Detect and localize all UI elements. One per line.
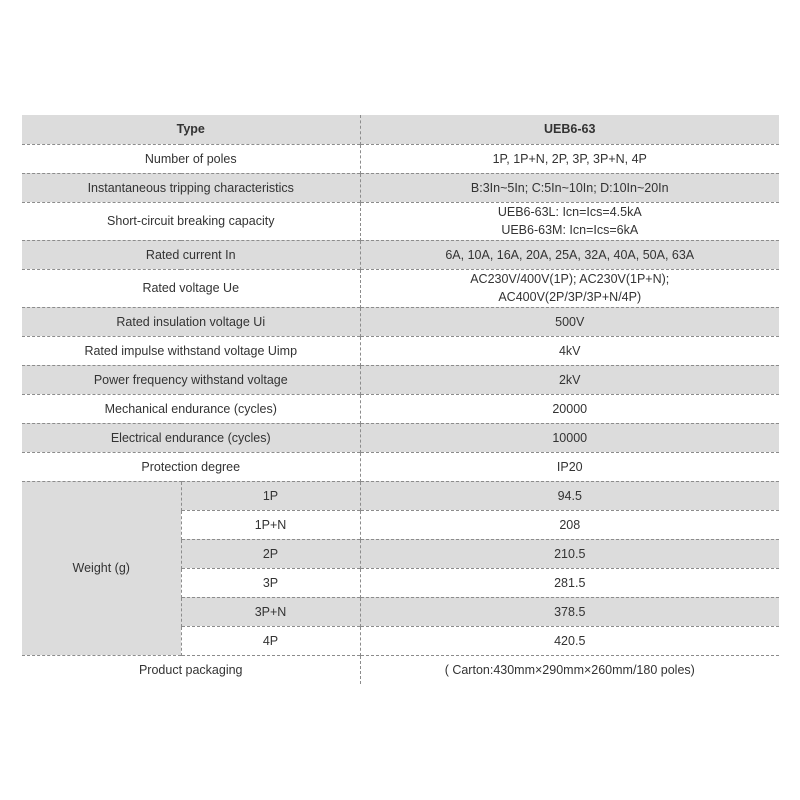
row-label: Short-circuit breaking capacity — [22, 202, 360, 240]
row-label: Power frequency withstand voltage — [22, 365, 360, 394]
weight-pole: 4P — [181, 626, 360, 655]
weight-label: Weight (g) — [22, 481, 181, 655]
weight-value: 208 — [360, 510, 779, 539]
table-row — [22, 307, 779, 336]
row-value: 500V — [360, 307, 779, 336]
spec-table — [22, 115, 779, 684]
row-value-line: AC400V(2P/3P/3P+N/4P) — [498, 290, 642, 304]
header-row — [22, 115, 779, 144]
row-label: Instantaneous tripping characteristics — [22, 173, 360, 202]
packaging-label: Product packaging — [22, 655, 360, 684]
weight-value: 281.5 — [360, 568, 779, 597]
table-row — [22, 423, 779, 452]
row-label: Rated impulse withstand voltage Uimp — [22, 336, 360, 365]
weight-row — [22, 481, 779, 510]
row-value-line: UEB6-63M: Icn=Ics=6kA — [501, 223, 639, 237]
row-value: 2kV — [360, 365, 779, 394]
packaging-row — [22, 655, 779, 684]
type-label: Type — [22, 115, 360, 144]
row-value-line: AC230V/400V(1P); AC230V(1P+N); — [470, 272, 670, 286]
table-row — [22, 365, 779, 394]
weight-value: 210.5 — [360, 539, 779, 568]
weight-pole: 1P — [181, 481, 360, 510]
table-row — [22, 202, 779, 240]
row-label: Electrical endurance (cycles) — [22, 423, 360, 452]
row-value: 1P, 1P+N, 2P, 3P, 3P+N, 4P — [360, 144, 779, 173]
table-row — [22, 144, 779, 173]
table-row — [22, 394, 779, 423]
weight-pole: 3P+N — [181, 597, 360, 626]
table-row — [22, 240, 779, 269]
table-row — [22, 173, 779, 202]
weight-pole: 2P — [181, 539, 360, 568]
row-label: Rated voltage Ue — [22, 269, 360, 307]
table-row — [22, 269, 779, 307]
row-value: 10000 — [360, 423, 779, 452]
row-value — [360, 202, 779, 240]
row-label: Rated current In — [22, 240, 360, 269]
weight-pole: 3P — [181, 568, 360, 597]
row-value: 20000 — [360, 394, 779, 423]
row-label: Mechanical endurance (cycles) — [22, 394, 360, 423]
row-label: Number of poles — [22, 144, 360, 173]
row-value-line: UEB6-63L: Icn=Ics=4.5kA — [497, 205, 642, 219]
table-row — [22, 336, 779, 365]
row-value: B:3In~5In; C:5In~10In; D:10In~20In — [360, 173, 779, 202]
table-row — [22, 452, 779, 481]
weight-pole: 1P+N — [181, 510, 360, 539]
packaging-value: ( Carton:430mm×290mm×260mm/180 poles) — [360, 655, 779, 684]
weight-value: 378.5 — [360, 597, 779, 626]
row-label: Rated insulation voltage Ui — [22, 307, 360, 336]
row-label: Protection degree — [22, 452, 360, 481]
weight-value: 94.5 — [360, 481, 779, 510]
row-value — [360, 269, 779, 307]
row-value: 6A, 10A, 16A, 20A, 25A, 32A, 40A, 50A, 63A — [360, 240, 779, 269]
type-value: UEB6-63 — [360, 115, 779, 144]
row-value: 4kV — [360, 336, 779, 365]
weight-value: 420.5 — [360, 626, 779, 655]
row-value: IP20 — [360, 452, 779, 481]
